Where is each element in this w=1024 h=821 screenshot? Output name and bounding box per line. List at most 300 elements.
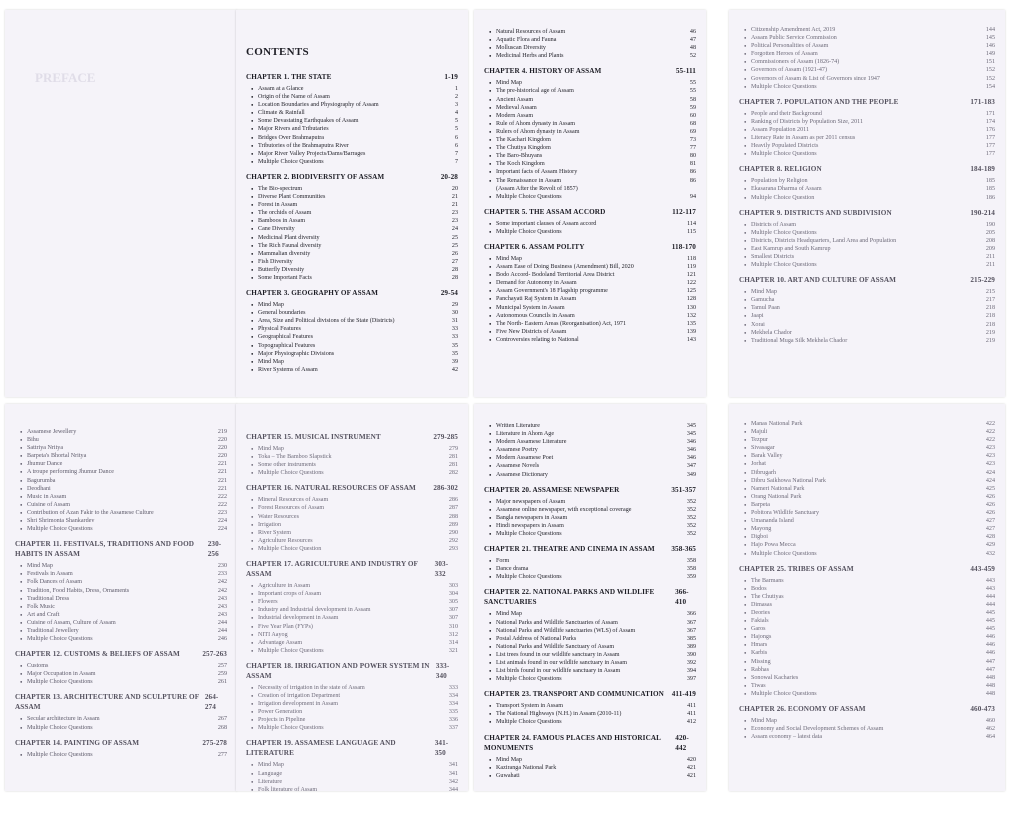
chapter-heading: [15, 738, 227, 748]
toc-entry: [739, 321, 995, 329]
toc-entry: [15, 501, 227, 509]
entry-page: 35: [451, 342, 458, 349]
entry-page: 115: [687, 228, 696, 235]
entry-page: 219: [217, 429, 227, 435]
entry-title: ● The orchids of Assam: [258, 210, 312, 217]
chapter-heading: [15, 692, 227, 712]
chapter-heading: [484, 66, 696, 76]
toc-entry: [15, 517, 227, 525]
chapter-heading: [246, 661, 458, 681]
entry-page: 145: [985, 35, 995, 42]
toc-entry: [246, 529, 458, 537]
entry-title: ● Multiple Choice Questions: [27, 636, 93, 643]
toc-entry: [484, 44, 696, 52]
entry-page: 337: [448, 725, 458, 732]
entry-page: 444: [985, 593, 995, 600]
entry-page: 305: [448, 599, 458, 606]
entry-title: ● Mind Map: [751, 718, 777, 724]
entry-page: 346: [686, 447, 696, 454]
toc-entry: [246, 274, 458, 282]
entry-page: 281: [448, 454, 458, 461]
entry-page: 60: [689, 112, 696, 119]
entry-page: 288: [448, 513, 458, 520]
entry-page: 307: [448, 607, 458, 614]
chapter-heading: [484, 733, 696, 753]
entry-title: ● The Rich Faunal diversity: [258, 242, 322, 249]
toc-entry: [484, 454, 696, 462]
entry-page: 352: [686, 506, 696, 513]
entry-page: 423: [985, 453, 995, 460]
chapter-range: 279-285: [433, 433, 458, 441]
entry-page: 205: [985, 229, 995, 236]
toc-entry: [484, 112, 696, 120]
toc-entry: [484, 643, 696, 651]
entry-title: ● Economy and Social Development Schemes of Assam: [751, 726, 884, 733]
contents-title: CONTENTS: [246, 46, 309, 58]
chapter-range: 184-189: [970, 165, 995, 174]
toc-entry: [739, 185, 995, 193]
entry-title: ● List trees found in our wildlife sanctuary in Assam: [496, 651, 620, 658]
toc-entry: [246, 513, 458, 521]
toc-entry: [739, 501, 995, 509]
toc-entry: [246, 778, 458, 786]
entry-page: 423: [985, 445, 995, 452]
entry-title: ● NITI Aayog: [258, 631, 288, 638]
entry-page: 55: [689, 80, 696, 87]
toc-entry: [15, 493, 227, 501]
chapter-range: 118-170: [671, 242, 696, 251]
entry-title: ● Festivals in Assam: [27, 571, 73, 578]
entry-page: 359: [686, 574, 696, 581]
entry-title: ● Missing: [751, 658, 771, 665]
entry-title: ● List animals found in our wildlife sanctuary in Assam: [496, 659, 627, 666]
toc-entry: [739, 329, 995, 337]
entry-page: 221: [217, 485, 227, 492]
entry-title: ● Important facts of Assam History: [496, 169, 578, 176]
entry-title: ● Rule of Ahom dynasty in Assam: [496, 120, 576, 127]
entry-page: 23: [451, 218, 458, 225]
entry-page: 259: [217, 671, 227, 678]
entry-page: 244: [217, 619, 227, 626]
entry-page: 334: [448, 692, 458, 699]
entry-page: 27: [451, 258, 458, 265]
entry-page: 243: [217, 595, 227, 602]
chapter-range: 460-473: [970, 705, 995, 713]
entry-title: ● Molluscan Diversity: [496, 45, 546, 52]
entry-title: ● Five Year Plan (FYPs): [258, 623, 313, 630]
toc-entry: [739, 177, 995, 185]
toc-entry: [484, 573, 696, 581]
toc-entry: [246, 761, 458, 769]
toc-entry: [246, 185, 458, 193]
toc-entry: [484, 462, 696, 470]
entry-title: ● Deories: [751, 609, 770, 616]
entry-title: ● Aquatic Flora and Fauna: [496, 37, 557, 44]
entry-page: 3: [454, 102, 458, 109]
entry-title: ● Customs: [27, 663, 49, 670]
entry-title: ● Sonowal Kacharies: [751, 674, 799, 681]
entry-title: ● Municipal System in Assam: [496, 304, 565, 311]
toc-entry: [484, 438, 696, 446]
entry-title: ● Multiple Choice Questions: [751, 151, 817, 158]
entry-page: 352: [686, 522, 696, 529]
entry-page: 411: [687, 703, 696, 710]
entry-title: ● Forest Resources of Assam: [258, 505, 325, 512]
entry-page: 21: [451, 194, 458, 201]
entry-title: ● Five New Districts of Assam: [496, 328, 567, 335]
entry-title: ● People and their Background: [751, 110, 822, 117]
chapter-title: CHAPTER 16. NATURAL RESOURCES OF ASSAM: [246, 484, 416, 493]
entry-title: ● Districts, Districts Headquarters, Land Area and Population: [751, 237, 897, 244]
chapter-range: 29-54: [440, 289, 458, 298]
entry-page: 52: [689, 53, 696, 60]
entry-title: ● The North- Eastern Areas (Reorganisation) Act, 1971: [496, 320, 627, 327]
entry-title: ● Physical Features: [258, 326, 301, 333]
entry-title: ● Umananda Island: [751, 518, 794, 525]
entry-page: 427: [985, 518, 995, 525]
entry-page: 81: [689, 161, 696, 168]
entry-title: ● Necessity of irrigation in the state of Assam: [258, 684, 365, 691]
entry-title: ● The National Highways (N.H.) in Assam (2010-11): [496, 711, 622, 718]
toc-entry: [484, 627, 696, 635]
entry-page: 367: [686, 627, 696, 634]
entry-title: ● Written Literature: [496, 423, 540, 429]
entry-title: ● Major newspapers of Assam: [496, 498, 566, 505]
chapter-heading: [246, 288, 458, 298]
entry-page: 346: [686, 439, 696, 446]
entry-title: ● Industrial development in Assam: [258, 615, 339, 622]
toc-entry: [246, 684, 458, 692]
toc-entry: [739, 337, 995, 345]
entry-title: ● Hindi newspapers in Assam: [496, 522, 564, 529]
toc-entry: [739, 58, 995, 66]
toc-entry: [739, 717, 995, 725]
entry-title: ● Bagurumba: [27, 477, 56, 484]
entry-page: 446: [985, 634, 995, 641]
entry-title: ● Hajongs: [751, 634, 772, 641]
entry-title: ● Sattriya Nritya: [27, 445, 64, 452]
entry-title: ● Assam Government's 18 Flagship programme: [496, 288, 608, 295]
toc-entry: [15, 525, 227, 533]
toc-entry: [484, 193, 696, 201]
entry-page: 86: [689, 177, 696, 184]
entry-page: 445: [985, 609, 995, 616]
entry-page: 424: [985, 477, 995, 484]
chapter-title: CHAPTER 23. TRANSPORT AND COMMUNICATION: [484, 690, 664, 699]
toc-entry: [246, 469, 458, 477]
entry-page: 462: [985, 726, 995, 733]
entry-page: 261: [217, 679, 227, 686]
toc-entry: [739, 66, 995, 74]
entry-title: ● Butterfly Diversity: [258, 266, 305, 273]
entry-title: ● Cuisine of Assam, Culture of Assam: [27, 619, 116, 626]
entry-page: 211: [986, 253, 995, 260]
entry-page: 268: [217, 724, 227, 731]
toc-entry: [246, 716, 458, 724]
toc-entry: [484, 756, 696, 764]
entry-page: 208: [985, 237, 995, 244]
toc-entry: [484, 514, 696, 522]
toc-entry: [15, 635, 227, 643]
entry-page: 26: [451, 250, 458, 257]
toc-entry: [246, 521, 458, 529]
entry-title: ● Folk Music: [27, 603, 55, 610]
entry-page: 267: [217, 716, 227, 723]
entry-page: 30: [451, 310, 458, 317]
chapter-heading: [739, 164, 995, 174]
entry-title: ● Digboi: [751, 534, 768, 541]
entry-title: ● Citizenship Amendment Act, 2019: [751, 27, 836, 33]
entry-page: 281: [448, 462, 458, 469]
entry-page: 422: [985, 429, 995, 436]
entry-page: 29: [451, 302, 458, 309]
chapter-heading: [739, 275, 995, 285]
entry-page: 221: [217, 477, 227, 484]
chapter-title: CHAPTER 2. BIODIVERSITY OF ASSAM: [246, 172, 385, 181]
entry-page: 286: [448, 497, 458, 504]
entry-title: ● Cane Diversity: [258, 226, 295, 233]
toc-entry: [484, 255, 696, 263]
entry-title: ● Cuisine of Assam: [27, 501, 70, 508]
toc-entry: [246, 317, 458, 325]
entry-title: ● The Barmans: [751, 577, 784, 584]
toc-entry: [246, 614, 458, 622]
toc-entry: [246, 590, 458, 598]
entry-page: 176: [985, 126, 995, 133]
entry-title: ● Majuli: [751, 429, 768, 436]
toc-list: [739, 26, 995, 345]
entry-title: ● East Kamrup and South Kamrup: [751, 245, 831, 252]
entry-title: ● Some Devastating Earthquakes of Assam: [258, 118, 359, 125]
toc-entry: [246, 134, 458, 142]
toc-entry: [484, 128, 696, 136]
entry-title: ● Sivasagar: [751, 445, 775, 452]
entry-page: 118: [687, 255, 696, 262]
entry-page: 344: [448, 786, 458, 791]
toc-entry: [739, 420, 995, 428]
entry-page: 122: [686, 280, 696, 287]
entry-title: ● Kaziranga National Park: [496, 764, 557, 771]
entry-title: ● Manas National Park: [751, 421, 803, 427]
entry-title: ● Water Resources: [258, 513, 299, 520]
entry-continuation: (Assam After the Revolt of 1857): [496, 185, 578, 192]
entry-title: ● Smallest Districts: [751, 253, 795, 260]
entry-page: 220: [217, 453, 227, 460]
entry-page: 20: [451, 185, 458, 192]
entry-title: ● Governors of Assam (1921-47): [751, 67, 827, 74]
entry-title: ● River Systems of Assam: [258, 366, 318, 373]
entry-page: 314: [448, 639, 458, 646]
entry-page: 222: [217, 501, 227, 508]
toc-list: [15, 428, 227, 759]
entry-page: 215: [985, 289, 995, 296]
entry-page: 218: [985, 321, 995, 328]
toc-entry: [246, 631, 458, 639]
entry-title: ● Contribution of Azan Fakir to the Assamese Culture: [27, 509, 154, 516]
toc-entry: [15, 678, 227, 686]
entry-page: 460: [985, 718, 995, 724]
entry-title: ● Major Occupation in Assam: [27, 671, 96, 678]
entry-page: 1: [454, 86, 458, 92]
chapter-range: 341-350: [434, 739, 449, 758]
chapter-title: CHAPTER 18. IRRIGATION AND POWER SYSTEM IN ASSAM: [246, 661, 430, 680]
entry-page: 25: [451, 242, 458, 249]
entry-title: ● Multiple Choice Questions: [751, 690, 817, 697]
entry-page: 185: [985, 186, 995, 193]
entry-title: ● Power Generation: [258, 709, 303, 716]
entry-page: 218: [985, 305, 995, 312]
toc-entry: [484, 610, 696, 618]
entry-page: 243: [217, 611, 227, 618]
toc-entry: [15, 715, 227, 723]
entry-page: 177: [985, 151, 995, 158]
entry-title: ● Literature: [258, 778, 283, 785]
chapter-heading: [739, 97, 995, 107]
entry-page: 80: [689, 153, 696, 160]
toc-entry: [739, 110, 995, 118]
entry-title: ● Origin of the Name of Assam: [258, 94, 330, 101]
entry-page: 144: [985, 27, 995, 33]
entry-page: 219: [985, 337, 995, 344]
toc-entry: [15, 485, 227, 493]
entry-title: ● Toka – The Bamboo Slapstick: [258, 454, 332, 461]
toc-entry: [15, 595, 227, 603]
toc-entry: [484, 220, 696, 228]
toc-entry: [739, 75, 995, 83]
chapter-range: 333-340: [435, 661, 450, 680]
chapter-range: 420-442: [675, 733, 689, 752]
entry-page: 35: [451, 350, 458, 357]
chapter-range: 257-263: [202, 650, 227, 659]
toc-entry: [739, 585, 995, 593]
toc-entry: [739, 83, 995, 91]
toc-entry: [739, 229, 995, 237]
toc-entry: [484, 144, 696, 152]
entry-title: ● Ancient Assam: [496, 96, 534, 103]
toc-entry: [15, 619, 227, 627]
entry-page: 186: [985, 194, 995, 201]
entry-title: ● Modern Assam: [496, 112, 534, 119]
toc-entry: [15, 611, 227, 619]
entry-page: 25: [451, 234, 458, 241]
entry-page: 279: [448, 446, 458, 452]
toc-entry: [15, 751, 227, 759]
entry-page: 429: [985, 542, 995, 549]
toc-entry: [246, 453, 458, 461]
entry-page: 427: [985, 526, 995, 533]
toc-entry: [15, 436, 227, 444]
chapter-title: CHAPTER 12. CUSTOMS & BELIEFS OF ASSAM: [15, 650, 180, 659]
chapter-heading: [484, 587, 696, 607]
toc-entry: [739, 649, 995, 657]
toc-entry: [246, 770, 458, 778]
entry-title: ● Advantage Assam: [258, 639, 303, 646]
toc-entry: [484, 710, 696, 718]
toc-entry: [246, 234, 458, 242]
toc-entry: [484, 287, 696, 295]
entry-title: ● Climate & Rainfall: [258, 110, 305, 117]
chapter-title: CHAPTER 17. AGRICULTURE AND INDUSTRY OF ASSAM: [246, 560, 418, 579]
toc-entry: [246, 158, 458, 166]
entry-title: ● The Chutiya Kingdom: [496, 145, 551, 152]
toc-entry: [739, 436, 995, 444]
toc-entry: [739, 221, 995, 229]
entry-page: 154: [985, 83, 995, 90]
entry-page: 422: [985, 421, 995, 427]
chapter-heading: [739, 704, 995, 714]
entry-page: 230: [217, 563, 227, 570]
toc-entry: [246, 700, 458, 708]
toc-entry: [15, 587, 227, 595]
toc-entry: [15, 460, 227, 468]
chapter-title: CHAPTER 15. MUSICAL INSTRUMENT: [246, 433, 381, 441]
chapter-title: CHAPTER 14. PAINTING OF ASSAM: [15, 738, 140, 747]
chapter-heading: [246, 72, 458, 82]
entry-title: ● Mind Map: [258, 762, 284, 769]
entry-title: ● Modern Assamese Poet: [496, 455, 554, 462]
entry-page: 128: [686, 296, 696, 303]
entry-page: 190: [985, 221, 995, 228]
entry-title: ● Some important clauses of Assam accord: [496, 220, 597, 227]
entry-page: 177: [985, 143, 995, 150]
entry-title: ● Some other instruments: [258, 462, 316, 469]
toc-entry: [484, 522, 696, 530]
entry-page: 352: [686, 531, 696, 538]
entry-title: ● Mind Map: [751, 289, 777, 296]
chapter-title: CHAPTER 22. NATIONAL PARKS AND WILDLIFE SANCTUARIES: [484, 588, 655, 607]
toc-entry: [246, 225, 458, 233]
toc-entry: [246, 786, 458, 791]
entry-page: 48: [689, 45, 696, 52]
entry-title: ● Multiple Choice Questions: [496, 719, 562, 726]
chapter-title: CHAPTER 11. FESTIVALS, TRADITIONS AND FOOD HABITS IN ASSAM: [15, 540, 195, 559]
entry-title: ● Fish Diversity: [258, 258, 293, 265]
entry-title: ● Shri Shrimonta Shankardev: [27, 518, 95, 525]
entry-page: 426: [985, 501, 995, 508]
toc-entry: [246, 358, 458, 366]
entry-page: 444: [985, 601, 995, 608]
toc-entry: [246, 333, 458, 341]
entry-title: ● Multiple Choice Questions: [751, 262, 817, 269]
toc-entry: [15, 724, 227, 732]
entry-title: ● Traditional Jewellery: [27, 627, 79, 634]
chapter-title: CHAPTER 4. HISTORY OF ASSAM: [484, 67, 602, 76]
entry-title: ● Multiple Choice Questions: [751, 550, 817, 557]
toc-list: [484, 28, 696, 344]
toc-entry: [739, 253, 995, 261]
toc-entry: [739, 493, 995, 501]
entry-title: ● Ranking of Districts by Population Size, 2011: [751, 118, 863, 125]
toc-entry: [739, 658, 995, 666]
entry-page: 304: [448, 591, 458, 598]
toc-entry: [246, 258, 458, 266]
toc-entry: [739, 460, 995, 468]
entry-page: 23: [451, 210, 458, 217]
entry-title: ● Multiple Choice Question: [258, 545, 322, 552]
chapter-title: CHAPTER 3. GEOGRAPHY OF ASSAM: [246, 289, 378, 298]
entry-page: 447: [985, 666, 995, 673]
entry-page: 149: [985, 51, 995, 58]
entry-title: ● Bridges Over Brahmaputra: [258, 134, 324, 141]
entry-title: ● Bihu: [27, 437, 39, 444]
toc-entry: [739, 237, 995, 245]
toc-entry: [739, 733, 995, 741]
toc-entry: [484, 635, 696, 643]
entry-title: ● Form: [496, 558, 510, 565]
entry-title: ● Mekhela Chador: [751, 329, 792, 336]
entry-page: 289: [448, 521, 458, 528]
toc-entry: [246, 109, 458, 117]
